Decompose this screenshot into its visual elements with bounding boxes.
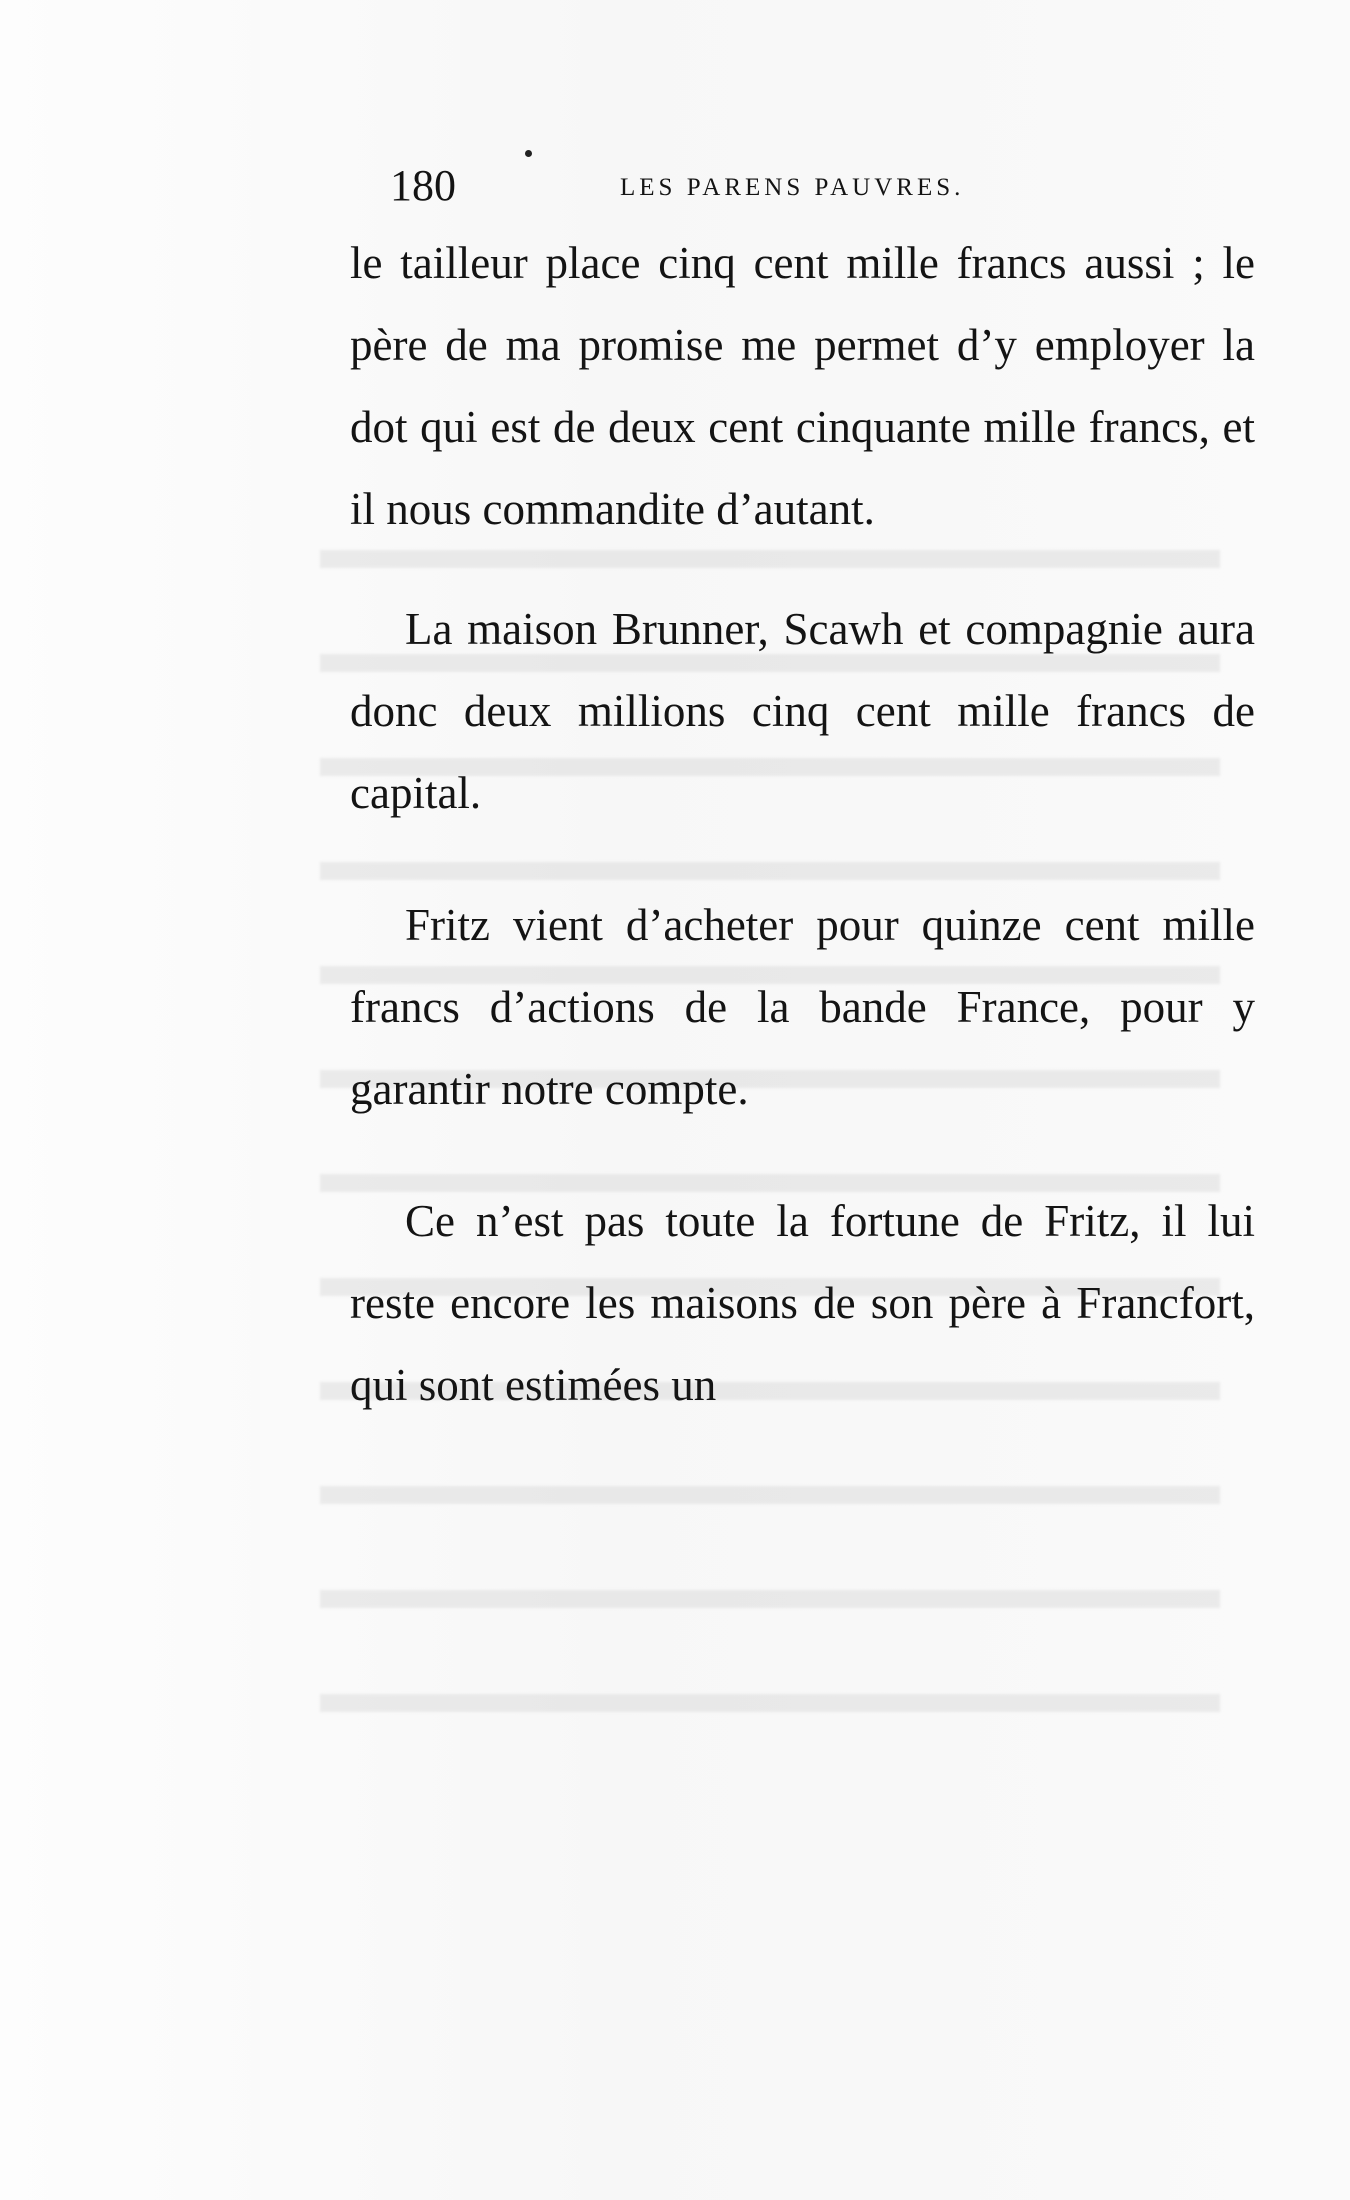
page-number: 180	[390, 161, 456, 210]
paragraph-3: Fritz vient d’acheter pour quinze cent mille francs d’actions de la bande France, pour y garantir notre compte.	[350, 900, 1255, 1114]
paragraph-2: La maison Brunner, Scawh et compagnie aura donc deux millions cinq cent mille francs de capital.	[350, 604, 1255, 818]
paragraph-1: le tailleur place cinq cent mille francs aussi ; le père de ma promise me permet d’y employer la dot qui est de deux cent cinquante mille francs, et il nous commandite d’autant.	[350, 238, 1255, 534]
body-text	[350, 222, 1255, 1476]
paragraph-4: Ce n’est pas toute la fortune de Fritz, il lui reste encore les maisons de son père à Francfort, qui sont estimées un	[350, 1196, 1255, 1410]
page-header	[390, 160, 1050, 210]
running-head: LES PARENS PAUVRES.	[620, 174, 965, 201]
ink-dot	[525, 150, 532, 157]
